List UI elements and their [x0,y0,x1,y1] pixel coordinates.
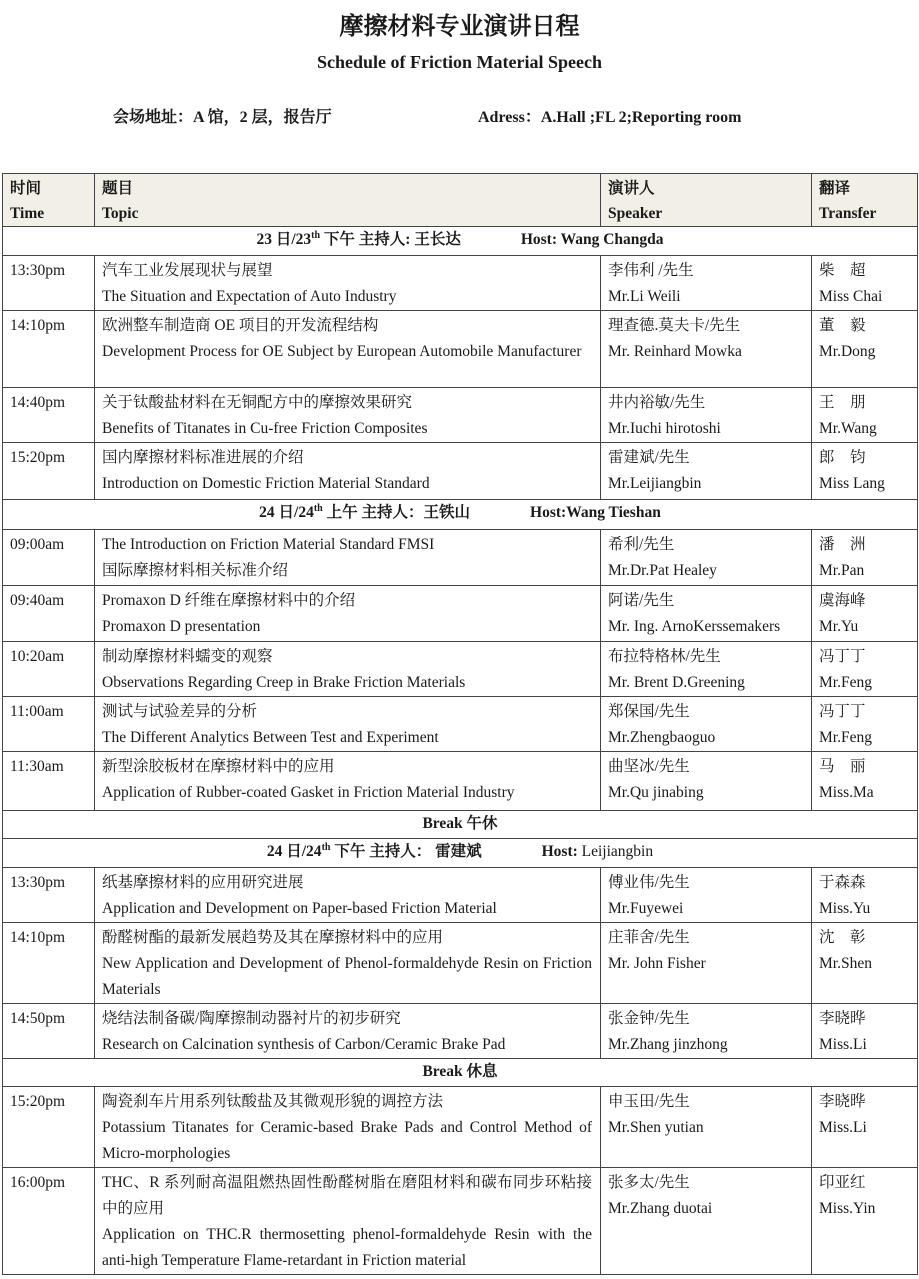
host-name: Wang Changda [557,231,664,248]
session-date: 24 日/24 [266,843,322,860]
topic-line: Development Process for OE Subject by European Automobile Manufacturer [102,343,582,360]
session-period-host-cn: 下午 主持人： 雷建斌 [330,843,482,860]
topic-line: Potassium Titanates for Ceramic-based Brake Pads and Control Method of Micro-morphologies [102,1119,592,1162]
speaker-line: 张金钟/先生 [608,1010,690,1027]
transfer-cell [812,311,918,388]
host-row [3,839,918,868]
speaker-line: 曲坚冰/先生 [608,758,690,775]
topic-cell [95,443,601,500]
transfer-line: Miss.Yin [819,1200,876,1217]
topic-cell [95,697,601,752]
session-time: 14:50pm [10,1010,66,1027]
transfer-line: 潘 洲 [819,536,866,553]
transfer-line: 冯丁丁 [819,648,866,665]
host-name: Leijiangbin [577,843,654,860]
header-time [3,174,95,227]
transfer-line: 马 丽 [819,758,866,775]
topic-line: 汽车工业发展现状与展望 [102,262,273,279]
topic-cell [95,586,601,642]
header-topic-en: Topic [102,205,139,222]
address-chinese: 会场地址：A 馆，2 层，报告厅 [113,109,332,126]
transfer-line: 郎 钧 [819,449,866,466]
session-period-host-cn: 下午 主持人: 王长达 [320,231,461,248]
host-name: Wang Tieshan [566,504,661,521]
time-cell [3,443,95,500]
break-label: Break [422,815,463,832]
transfer-cell [812,256,918,311]
topic-line: 关于钛酸盐材料在无铜配方中的摩擦效果研究 [102,394,413,411]
header-time-en: Time [10,205,45,222]
transfer-line: 柴 超 [819,262,866,279]
host-label: Host: [541,843,578,860]
date-suffix: th [321,841,331,853]
header-transfer-cn: 翻译 [819,180,851,197]
speaker-line: 布拉特格林/先生 [608,648,721,665]
time-cell [3,311,95,388]
speaker-line: Mr. Ing. ArnoKerssemakers [608,618,781,635]
speaker-line: Mr.Fuyewei [608,900,684,917]
session-row [3,311,918,388]
speaker-cell [601,388,812,443]
transfer-cell [812,1087,918,1168]
break-label: Break [422,1063,463,1080]
date-suffix: th [313,502,323,514]
break-row [3,1059,918,1087]
speaker-cell [601,586,812,642]
transfer-line: 李晓晔 [819,1093,866,1110]
transfer-line: 虞海峰 [819,592,866,609]
session-row [3,443,918,500]
topic-cell [95,868,601,923]
transfer-cell [812,923,918,1004]
topic-line: Application on THC.R thermosetting phenol-formaldehyde Resin with the anti-high Temperature Flame-retardant in Friction material [102,1226,592,1269]
page-subtitle: Schedule of Friction Material Speech [317,52,602,72]
topic-cell [95,1168,601,1275]
speaker-line: Mr.Qu jinabing [608,784,704,801]
session-row [3,752,918,811]
speaker-line: 傅业伟/先生 [608,874,690,891]
header-speaker-cn: 演讲人 [608,180,655,197]
topic-line: Application of Rubber-coated Gasket in Friction Material Industry [102,784,515,801]
session-period-host-cn: 上午 主持人：王铁山 [322,504,471,521]
topic-line: 国内摩擦材料标准进展的介绍 [102,449,304,466]
session-time: 14:40pm [10,394,66,411]
topic-line: The Different Analytics Between Test and Experiment [102,729,439,746]
transfer-line: 冯丁丁 [819,703,866,720]
topic-cell [95,1087,601,1168]
header-topic-cn: 题目 [102,180,134,197]
speaker-cell [601,1087,812,1168]
transfer-line: Miss Lang [819,475,885,492]
transfer-cell [812,1168,918,1275]
topic-line: Research on Calcination synthesis of Carbon/Ceramic Brake Pad [102,1036,506,1053]
topic-line: Application and Development on Paper-based Friction Material [102,900,497,917]
host-row [3,227,918,256]
transfer-cell [812,586,918,642]
topic-line: Promaxon D presentation [102,618,261,635]
host-cell [3,227,918,256]
transfer-line: 印亚红 [819,1174,866,1191]
session-time: 10:20am [10,648,65,665]
speaker-line: 井内裕敏/先生 [608,394,706,411]
topic-cell [95,642,601,697]
time-cell [3,697,95,752]
topic-cell [95,923,601,1004]
host-cell [3,839,918,868]
topic-cell [95,311,601,388]
transfer-line: Miss.Li [819,1036,867,1053]
session-time: 09:40am [10,592,65,609]
session-time: 13:30pm [10,874,66,891]
transfer-cell [812,642,918,697]
topic-cell [95,530,601,586]
break-label-cn: 休息 [466,1063,498,1080]
session-row [3,586,918,642]
session-time: 11:30am [10,758,64,775]
topic-line: 烧结法制备碳/陶摩擦制动器衬片的初步研究 [102,1010,401,1027]
transfer-line: 于森森 [819,874,866,891]
topic-line: New Application and Development of Phenol-formaldehyde Resin on Friction Materials [102,955,592,998]
topic-cell [95,752,601,811]
table-header [3,174,918,227]
session-time: 16:00pm [10,1174,66,1191]
topic-line: 国际摩擦材料相关标准介绍 [102,562,289,579]
session-time: 15:20pm [10,449,66,466]
host-label: Host: [530,504,567,521]
speaker-line: 雷建斌/先生 [608,449,690,466]
session-date: 23 日/23 [256,231,312,248]
speaker-line: Mr. John Fisher [608,955,706,972]
transfer-line: Mr.Wang [819,420,877,437]
transfer-line: Mr.Dong [819,343,876,360]
speaker-cell [601,1168,812,1275]
time-cell [3,530,95,586]
host-row [3,500,918,530]
speaker-line: Mr.Iuchi hirotoshi [608,420,721,437]
break-label-cn: 午休 [466,815,498,832]
page-title: 摩擦材料专业演讲日程 [339,14,580,40]
speaker-cell [601,923,812,1004]
session-row [3,868,918,923]
speaker-line: 庄菲舍/先生 [608,929,690,946]
transfer-line: 董 毅 [819,317,866,334]
header-time-cn: 时间 [10,180,42,197]
transfer-line: Mr.Yu [819,618,859,635]
speaker-line: 张多太/先生 [608,1174,690,1191]
time-cell [3,868,95,923]
header-topic [95,174,601,227]
speaker-line: Mr. Brent D.Greening [608,674,745,691]
speaker-line: 阿诺/先生 [608,592,675,609]
topic-line: Introduction on Domestic Friction Material Standard [102,475,430,492]
time-cell [3,586,95,642]
transfer-cell [812,1004,918,1059]
topic-cell [95,388,601,443]
topic-line: 欧洲整车制造商 OE 项目的开发流程结构 [102,317,379,334]
session-time: 09:00am [10,536,65,553]
time-cell [3,642,95,697]
session-row [3,1004,918,1059]
speaker-cell [601,443,812,500]
speaker-line: Mr.Dr.Pat Healey [608,562,717,579]
session-row [3,1087,918,1168]
header-speaker [601,174,812,227]
session-row [3,923,918,1004]
speaker-line: Mr. Reinhard Mowka [608,343,742,360]
speaker-cell [601,1004,812,1059]
session-row [3,530,918,586]
session-row [3,256,918,311]
speaker-line: 郑保国/先生 [608,703,690,720]
speaker-line: Mr.Li Weili [608,288,681,305]
speaker-line: 李伟利 /先生 [608,262,694,279]
topic-line: Promaxon D 纤维在摩擦材料中的介绍 [102,592,356,609]
transfer-line: Mr.Feng [819,729,872,746]
address-english: Adress：A.Hall ;FL 2;Reporting room [478,109,742,126]
transfer-cell [812,752,918,811]
session-time: 14:10pm [10,317,66,334]
time-cell [3,1004,95,1059]
host-label: Host: [520,231,557,248]
transfer-line: Miss.Ma [819,784,874,801]
speaker-cell [601,311,812,388]
speaker-cell [601,530,812,586]
transfer-line: 李晓晔 [819,1010,866,1027]
topic-line: 酚醛树酯的最新发展趋势及其在摩擦材料中的应用 [102,929,444,946]
speaker-cell [601,868,812,923]
topic-line: 纸基摩擦材料的应用研究进展 [102,874,304,891]
session-time: 11:00am [10,703,64,720]
speaker-cell [601,697,812,752]
speaker-line: 希利/先生 [608,536,675,553]
transfer-line: Mr.Pan [819,562,865,579]
transfer-cell [812,388,918,443]
break-row [3,811,918,839]
speaker-line: Mr.Zhengbaoguo [608,729,716,746]
transfer-cell [812,697,918,752]
transfer-line: Mr.Shen [819,955,872,972]
speaker-line: Mr.Zhang jinzhong [608,1036,728,1053]
speaker-cell [601,256,812,311]
header-speaker-en: Speaker [608,205,663,222]
time-cell [3,256,95,311]
host-cell [3,500,918,530]
session-time: 13:30pm [10,262,66,279]
time-cell [3,1087,95,1168]
time-cell [3,1168,95,1275]
time-cell [3,923,95,1004]
transfer-line: Miss.Li [819,1119,867,1136]
transfer-cell [812,443,918,500]
time-cell [3,388,95,443]
topic-line: 制动摩擦材料蠕变的观察 [102,648,273,665]
time-cell [3,752,95,811]
transfer-line: 王 朋 [819,394,866,411]
topic-line: Benefits of Titanates in Cu-free Friction Composites [102,420,428,437]
topic-line: The Situation and Expectation of Auto Industry [102,288,397,305]
session-date: 24 日/24 [259,504,314,521]
transfer-line: Miss Chai [819,288,883,305]
topic-line: The Introduction on Friction Material Standard FMSI [102,536,435,553]
transfer-line: 沈 彰 [819,929,866,946]
speaker-line: 申玉田/先生 [608,1093,690,1110]
break-cell [3,811,918,839]
topic-line: 测试与试验差异的分析 [102,703,258,720]
session-row [3,388,918,443]
speaker-line: Mr.Zhang duotai [608,1200,713,1217]
transfer-cell [812,530,918,586]
session-row [3,697,918,752]
topic-line: 新型涂胶板材在摩擦材料中的应用 [102,758,335,775]
date-suffix: th [311,229,321,241]
speaker-cell [601,752,812,811]
speaker-line: Mr.Shen yutian [608,1119,704,1136]
session-time: 14:10pm [10,929,66,946]
topic-cell [95,1004,601,1059]
header-transfer [812,174,918,227]
speaker-line: 理查德.莫夫卡/先生 [608,317,741,334]
session-time: 15:20pm [10,1093,66,1110]
topic-line: 陶瓷刹车片用系列钛酸盐及其微观形貌的调控方法 [102,1093,444,1110]
topic-line: Observations Regarding Creep in Brake Friction Materials [102,674,466,691]
speaker-cell [601,642,812,697]
session-row [3,642,918,697]
topic-line: THC、R 系列耐高温阻燃热固性酚醛树脂在磨阻材料和碳布同步环粘接中的应用 [102,1174,592,1217]
speaker-line: Mr.Leijiangbin [608,475,702,492]
topic-cell [95,256,601,311]
header-transfer-en: Transfer [819,205,877,222]
break-cell [3,1059,918,1087]
session-row [3,1168,918,1275]
transfer-line: Mr.Feng [819,674,872,691]
transfer-cell [812,868,918,923]
schedule-table [2,173,918,1275]
transfer-line: Miss.Yu [819,900,871,917]
